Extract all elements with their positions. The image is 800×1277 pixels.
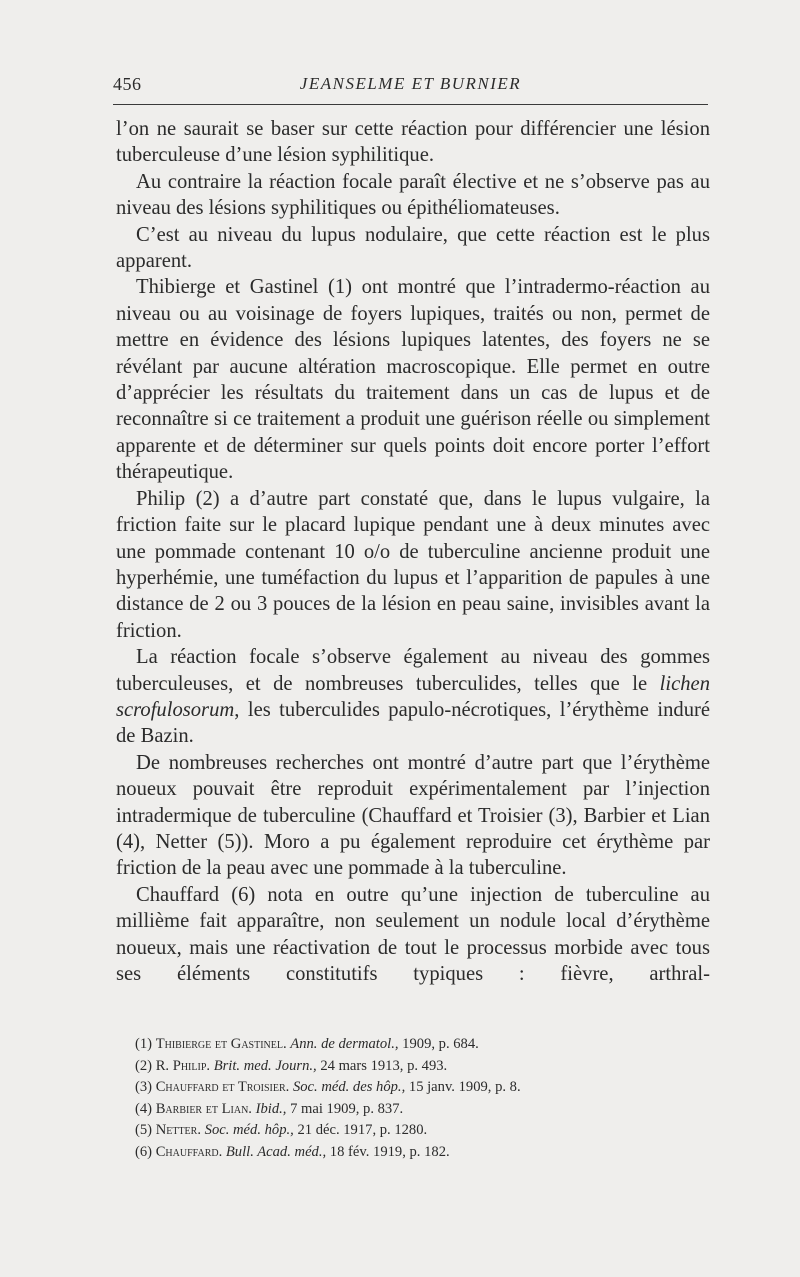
footnote-reference: 7 mai 1909, p. 837. [290,1100,404,1117]
paragraph: Au contraire la réaction focale paraît élective et ne s’observe pas au niveau des lésions syphilitiques ou épithéliomateuses. [116,170,710,220]
footnote-authors: Barbier et Lian. [155,1100,252,1117]
footnote [135,1034,695,1056]
footnote-reference: 21 déc. 1917, p. 1280. [297,1122,428,1138]
footnote-reference: 18 fév. 1919, p. 182. [329,1143,450,1160]
footnote-source: Ann. de dermatol., [290,1036,399,1052]
footnote-number: (4) [135,1100,153,1117]
paragraph-text: La réaction focale s’observe également au niveau des gommes tuberculeuses, et de nombreuses tuberculides, telles que le [116,646,710,695]
paragraph: C’est au niveau du lupus nodulaire, que cette réaction est le plus apparent. [116,223,710,273]
footnote-reference: 1909, p. 684. [402,1036,479,1052]
footnote-source: Soc. méd. hôp., [204,1122,294,1138]
footnote-number: (5) [135,1122,153,1138]
footnote-authors: Chauffard et Troisier. [155,1079,290,1095]
footnote [135,1142,695,1164]
footnote-number: (6) [135,1143,153,1160]
footnote-number: (3) [135,1079,153,1095]
footnote-source: Bull. Acad. méd., [225,1143,327,1160]
footnote-source: Brit. med. Journ., [213,1057,317,1074]
italic-term: lichen scrofulosorum [116,672,710,721]
paragraph: Philip (2) a d’autre part constaté que, dans le lupus vulgaire, la friction faite sur le placard lupique pendant une à deux minutes avec une pommade contenant 10 o/o de tuberculine ancienne produit une hyperhémie, une tuméfaction du lupus et l’apparition de papules à une distance de 2 ou 3 pouces de la lésion en peau saine, invisibles avant la friction. [116,487,710,642]
footnote [135,1077,695,1099]
header-rule [113,104,708,105]
body-text [116,116,710,987]
footnote [135,1120,695,1142]
footnotes [135,1034,695,1163]
paragraph [116,644,710,750]
paragraph: Thibierge et Gastinel (1) ont montré que l’intradermo-réaction au niveau ou au voisinage de foyers lupiques, traités ou non, permet de mettre en évidence des lésions lupiques latentes, des foyers ne se révélant par aucune altération macroscopique. Elle permet en outre d’apprécier les résultats du traitement dans un cas de lupus et de reconnaître si ce traitement a produit une guérison réelle ou simplement apparente et de déterminer sur quels points doit encore porter l’effort thérapeutique. [116,276,710,484]
footnote-reference: 15 janv. 1909, p. 8. [408,1079,521,1095]
footnote-authors: Thibierge et Gastinel. [155,1036,287,1052]
footnote [135,1056,695,1078]
paragraph-text: , les tuberculides papulo-nécrotiques, l’érythème induré de Bazin. [116,698,710,748]
footnote-number: (1) [135,1036,153,1052]
footnote-source: Soc. méd. des hôp., [292,1079,406,1095]
footnote-authors: Netter. [155,1122,201,1138]
page-number: 456 [113,74,142,94]
footnote-authors: Chauffard. [155,1143,223,1160]
page-header [113,72,708,102]
paragraph: De nombreuses recherches ont montré d’autre part que l’érythème noueux pouvait être reproduit expérimentalement par l’injection intradermique de tuberculine (Chauffard et Troisier (3), Barbier et Lian (4), Netter (5)). Moro a pu également reproduire cet érythème par friction de la peau avec une pommade à la tuberculine. [116,751,710,880]
footnote-reference: 24 mars 1913, p. 493. [320,1057,448,1074]
footnote-authors: R. Philip. [155,1057,211,1074]
running-head: JEANSELME ET BURNIER [299,74,522,93]
footnote-source: Ibid., [255,1100,287,1117]
paragraph: Chauffard (6) nota en outre qu’une injection de tuberculine au millième fait apparaître, non seulement un nodule local d’érythème noueux, mais une réactivation de tout le processus morbide avec tous ses éléments constitutifs typiques : fièvre, arthral- [116,883,710,985]
footnote-number: (2) [135,1057,153,1074]
paragraph: l’on ne saurait se baser sur cette réaction pour différencier une lésion tuberculeuse d’une lésion syphilitique. [116,118,710,167]
footnote [135,1099,695,1121]
